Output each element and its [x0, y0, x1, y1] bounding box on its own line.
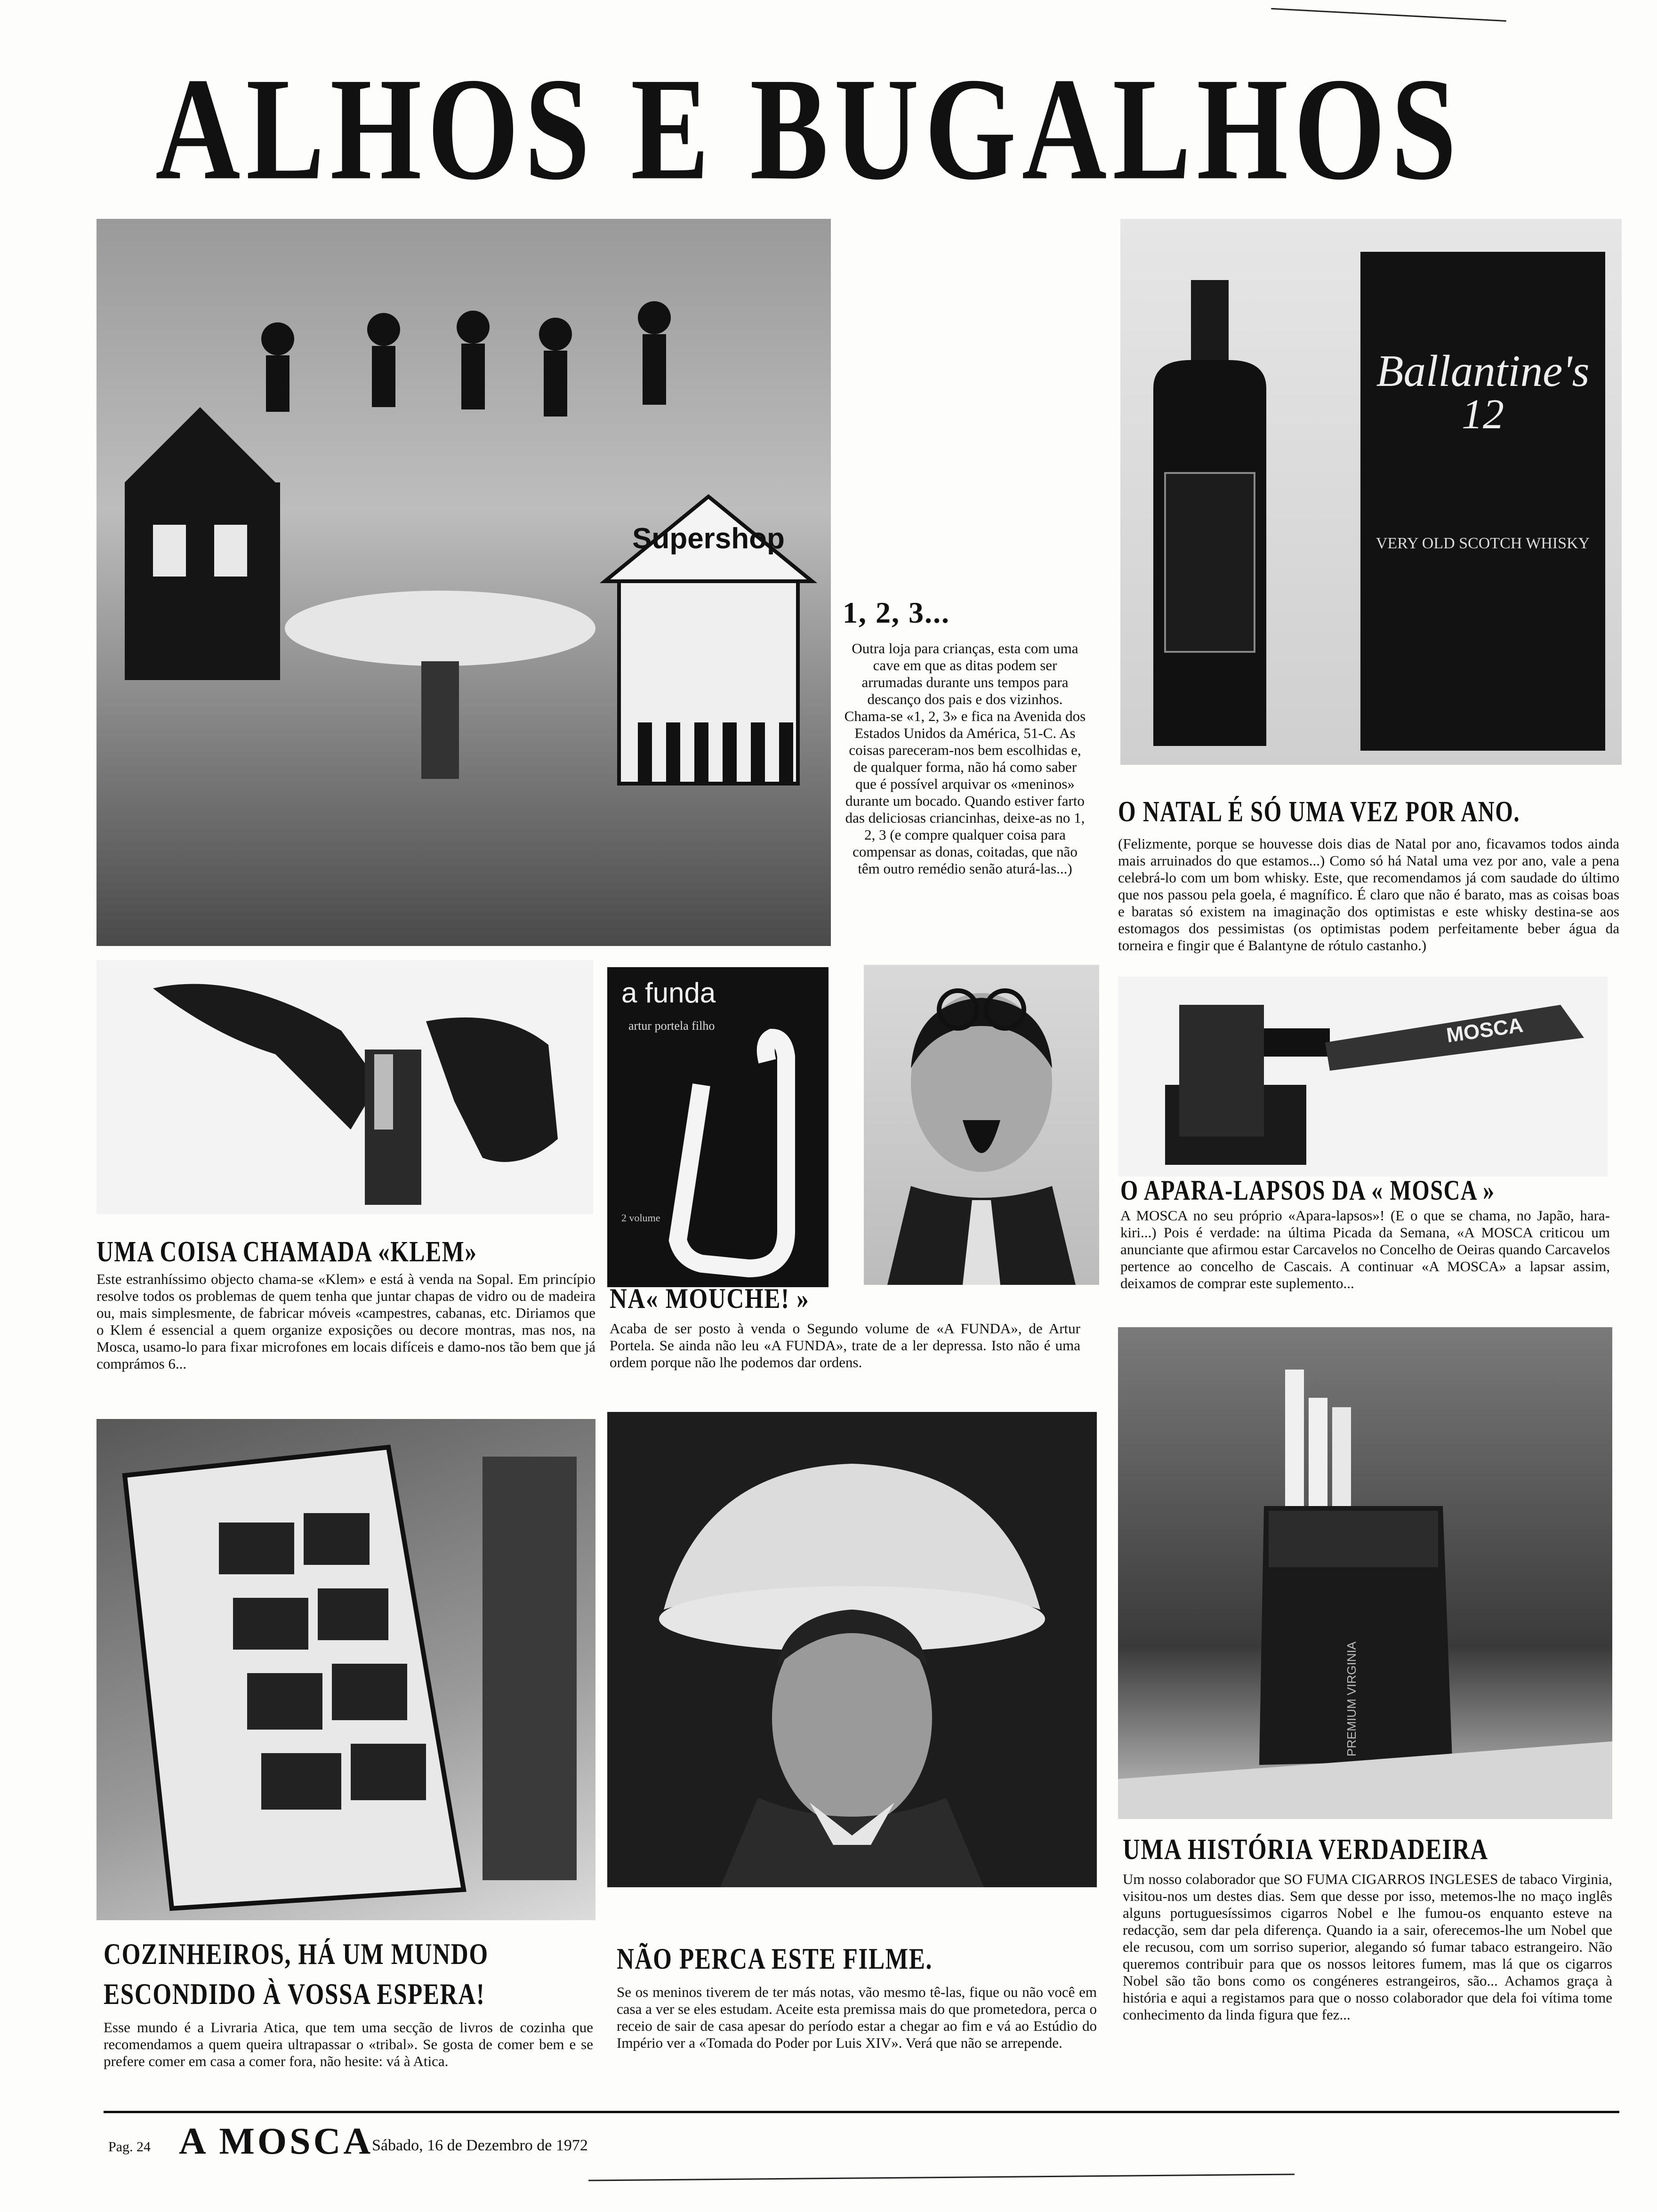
funda-body: Acaba de ser posto à venda o Segundo volume de «A FUNDA», de Artur Portela. Se ainda não leu «A FUNDA», trate de a ler depressa. Isto não é uma ordem porque não lhe podemos dar ordens. [610, 1320, 1080, 1370]
history-body: Um nosso colaborador que SO FUMA CIGARROS INGLESES de tabaco Virginia, visitou-nos um destes dias. Sem que desse por isso, metemos-lhe no maço inglês alguns portuguesíssimos cigarros Nobel e lhe fumou-os enquanto esteve na redacção, sem dar pela diferença. Quando ia a sair, oferecemos-lhe um Nobel que ele recusou, com um sorriso superior, alegando só fumar tabaco estrangeiro. Não queremos contribuir para que os nossos leitores fumem, mas lá que os cigarros Nobel são tão bons como os congéneres estrangeiros, são... Achamos graça à história e aqui a registamos para que o nosso colaborador que dela foi vítima tome conhecimento da linda figura que fez... [1123, 1871, 1612, 2023]
bookstore-illustration [97, 1419, 595, 1920]
apara-headline: O APARA-LAPSOS DA « MOSCA » [1120, 1175, 1495, 1206]
cigarette-illustration [1118, 1327, 1612, 1819]
whisky-body: (Felizmente, porque se houvesse dois dias de Natal por ano, ficavamos todos ainda mais arruinados do que estamos...) Como só há Natal uma vez por ano, vale a pena celebrá-lo com um bom whisky. Este, que recomendamos já com saudade do último que nos passou pela goela, é magnífico. É claro que não é barato, mas as coisas boas e baratas só existem na imaginação dos optimistas e este whisky destina-se aos estomagos dos pessimistas (os optimistas podem perfeitamente beber água da torneira e fingir que é Balantyne de rótulo castanho.) [1118, 835, 1619, 954]
cooks-body: Esse mundo é a Livraria Atica, que tem uma secção de livros de cozinha que recomendamos a quem queira ultrapassar o «tribal». Se gosta de comer bem e se prefere comer em casa a comer fora, não hesite: vá à Atica. [104, 2019, 593, 2069]
whisky-illustration [1120, 219, 1622, 765]
sharpener-illustration [1118, 977, 1608, 1177]
klem-body: Este estranhíssimo objecto chama-se «Klem» e está à venda na Sopal. Em princípio resolve todos os problemas de quem tenha que juntar chapas de vidro ou de madeira ou, mais simplesmente, de fabricar móveis «campestres, cabanas, etc. Diriamos que o Klem é essencial a quem organize exposições ou decore montras, mas nos, na Mosca, usamo-lo para fixar microfones em locais difíceis e damo-nos tão bem que já comprámos 6... [97, 1271, 595, 1372]
apara-body: A MOSCA no seu próprio «Apara-lapsos»! (E o que se chama, no Japão, hara-kiri...) Pois é verdade: na última Picada da Semana, «A MOSCA criticou um anunciante que afirmou estar Carcavelos no Concelho de Oeiras quando Carcavelos pertence ao concelho de Cascais. A continuar «A MOSCA» a lapsar assim, deixamos de comprar este suplemento... [1120, 1207, 1610, 1291]
klem-headline: UMA COISA CHAMADA «KLEM» [97, 1236, 477, 1268]
footer-date: Sábado, 16 de Dezembro de 1972 [372, 2137, 588, 2154]
toy-shop-photo [97, 219, 831, 946]
footer-page-number: Pag. 24 [108, 2139, 151, 2155]
film-photo [607, 1412, 1097, 1887]
sling-graphic [607, 967, 828, 1287]
toys-headline: 1, 2, 3... [843, 596, 950, 629]
film-body: Se os meninos tiverem de ter más notas, vão mesmo tê-las, fique ou não você em casa a ver se eles estudam. Aceite esta premissa mais do que prometedora, perca o receio de sair de casa apesar do período estar a chegar ao fim e vá ao Estúdio do Império ver a «Tomada do Poder por Luis XIV». Verá que não se arrepende. [617, 1984, 1097, 2051]
page-title: ALHOS E BUGALHOS [155, 48, 1462, 211]
footer-rule [104, 2111, 1619, 2113]
mosca-flag: MOSCA [1445, 1013, 1525, 1047]
pack-label: PREMIUM VIRGINIA [1344, 1641, 1359, 1757]
supershop-sign: Supershop [632, 522, 785, 555]
footer-publication: A MOSCA [179, 2121, 374, 2162]
klem-photo [97, 960, 593, 1214]
funda-headline: NA« MOUCHE! » [610, 1283, 810, 1314]
film-illustration [607, 1412, 1097, 1887]
bookstore-photo [97, 1419, 595, 1920]
whisky-label: VERY OLD SCOTCH WHISKY [1375, 535, 1590, 552]
cigarette-pack-photo [1118, 1327, 1612, 1819]
torn-edge-bottom [588, 2173, 1295, 2181]
cooks-headline-line1: COZINHEIROS, HÁ UM MUNDO [104, 1937, 489, 1971]
klem-illustration [97, 960, 593, 1214]
book-title: a funda [621, 977, 716, 1009]
cooks-headline-line2: ESCONDIDO À VOSSA ESPERA! [104, 1977, 485, 2011]
portrait-illustration [864, 965, 1099, 1285]
whisky-brand: Ballantine's [1376, 346, 1590, 396]
toy-shop-illustration [97, 219, 831, 946]
history-headline: UMA HISTÓRIA VERDADEIRA [1123, 1834, 1488, 1866]
toys-body: Outra loja para crianças, esta com uma cave em que as ditas podem ser arrumadas durante uns tempos para descanço dos pais e dos vizinhos. Chama-se «1, 2, 3» e fica na Avenida dos Estados Unidos da América, 51-C. As coisas pareceram-nos bem escolhidas e, de qualquer forma, não há como saber que é possível arquivar os «meninos» durante um bocado. Quando estiver farto das deliciosas criancinhas, deixe-as no 1, 2, 3 (e compre qualquer coisa para compensar as donas, coitadas, que não têm outro remédio senão aturá-las...) [844, 640, 1086, 877]
book-volume: 2 volume [621, 1212, 660, 1224]
funda-book-cover [607, 967, 828, 1287]
author-portrait [864, 965, 1099, 1285]
book-author: artur portela filho [628, 1019, 715, 1033]
pencil-sharpener-photo [1118, 977, 1608, 1177]
film-headline: NÃO PERCA ESTE FILME. [617, 1942, 933, 1975]
torn-edge-top [1271, 8, 1506, 22]
whisky-headline: O NATAL É SÓ UMA VEZ POR ANO. [1118, 796, 1520, 828]
whisky-photo [1120, 219, 1622, 765]
whisky-age: 12 [1462, 391, 1504, 438]
